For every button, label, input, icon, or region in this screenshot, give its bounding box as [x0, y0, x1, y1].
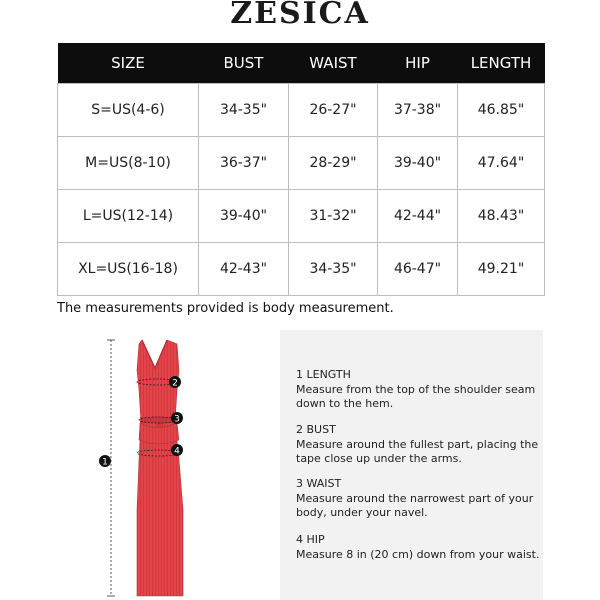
measurement-note: The measurements provided is body measurement.: [57, 301, 394, 316]
measurement-guide-panel: [280, 330, 543, 600]
guide-description: Measure around the fullest part, placing the tape close up under the arms.: [296, 437, 539, 465]
cell-length: 46.85": [458, 83, 545, 136]
guide-heading: 1 LENGTH: [296, 368, 351, 381]
guide-heading: 2 BUST: [296, 423, 336, 436]
table-row: [58, 189, 545, 242]
cell-waist: 26-27": [289, 83, 378, 136]
header-size: SIZE: [58, 43, 199, 83]
size-chart-table: [57, 43, 545, 296]
dress-illustration: [95, 330, 205, 600]
guide-item-length: [296, 368, 541, 412]
guide-item-waist: [296, 477, 541, 521]
cell-size: S=US(4-6): [58, 83, 199, 136]
svg-text:1: 1: [102, 457, 108, 468]
guide-item-hip: [296, 533, 541, 562]
svg-text:4: 4: [174, 446, 180, 457]
header-waist: WAIST: [289, 43, 378, 83]
cell-hip: 42-44": [378, 189, 458, 242]
svg-text:3: 3: [174, 414, 180, 425]
guide-description: Measure from the top of the shoulder seam down to the hem.: [296, 382, 536, 410]
header-length: LENGTH: [458, 43, 545, 83]
cell-waist: 28-29": [289, 136, 378, 189]
cell-bust: 34-35": [199, 83, 289, 136]
guide-item-bust: [296, 423, 541, 467]
cell-size: XL=US(16-18): [58, 242, 199, 295]
cell-size: M=US(8-10): [58, 136, 199, 189]
header-hip: HIP: [378, 43, 458, 83]
svg-text:2: 2: [172, 378, 178, 389]
table-row: [58, 242, 545, 295]
dress-figure: [95, 330, 205, 600]
cell-length: 49.21": [458, 242, 545, 295]
table-row: [58, 83, 545, 136]
cell-length: 47.64": [458, 136, 545, 189]
cell-waist: 34-35": [289, 242, 378, 295]
cell-size: L=US(12-14): [58, 189, 199, 242]
table-header-row: [58, 43, 545, 83]
table-row: [58, 136, 545, 189]
guide-heading: 3 WAIST: [296, 477, 342, 490]
guide-description: Measure 8 in (20 cm) down from your waist.: [296, 547, 540, 561]
guide-description: Measure around the narrowest part of your body, under your navel.: [296, 491, 534, 519]
cell-hip: 37-38": [378, 83, 458, 136]
cell-hip: 46-47": [378, 242, 458, 295]
brand-logo: ZESICA: [230, 0, 370, 31]
cell-waist: 31-32": [289, 189, 378, 242]
cell-bust: 42-43": [199, 242, 289, 295]
cell-hip: 39-40": [378, 136, 458, 189]
cell-bust: 39-40": [199, 189, 289, 242]
cell-bust: 36-37": [199, 136, 289, 189]
guide-heading: 4 HIP: [296, 533, 325, 546]
cell-length: 48.43": [458, 189, 545, 242]
marker-1-icon: [99, 455, 111, 468]
header-bust: BUST: [199, 43, 289, 83]
